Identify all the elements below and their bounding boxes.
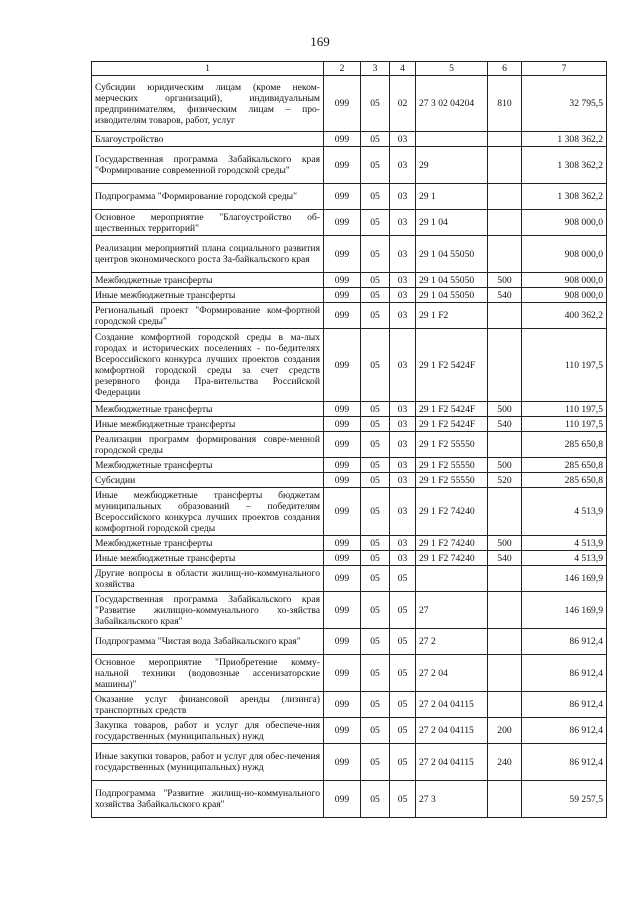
row-grbs: 099 [324,303,361,329]
row-amount: 146 169,9 [522,592,607,629]
row-name: Закупка товаров, работ и услуг для обеспече-ния государственных (муниципальных) нужд [92,718,324,744]
table-row [92,551,607,566]
row-target-code: 27 2 04 04115 [416,692,488,718]
row-expense-type: 540 [488,417,522,432]
table-row [92,458,607,473]
row-grbs: 099 [324,536,361,551]
row-name: Подпрограмма "Развитие жилищ-но-коммунального хозяйства Забайкальского края" [92,781,324,818]
row-section: 05 [361,655,390,692]
row-grbs: 099 [324,551,361,566]
row-expense-type [488,655,522,692]
row-expense-type [488,184,522,210]
table-row [92,718,607,744]
row-target-code: 29 1 F2 55550 [416,458,488,473]
row-expense-type [488,329,522,402]
row-target-code: 29 1 F2 74240 [416,551,488,566]
row-subsection: 03 [390,303,416,329]
row-target-code: 29 1 F2 5424F [416,329,488,402]
row-grbs: 099 [324,432,361,458]
row-grbs: 099 [324,236,361,273]
row-grbs: 099 [324,402,361,417]
row-name: Реализация мероприятий плана социального развития центров экономического роста За-байкальского края [92,236,324,273]
row-amount: 110 197,5 [522,402,607,417]
row-section: 05 [361,132,390,147]
row-name: Иные закупки товаров, работ и услуг для обес-печения государственных (муниципальных) нужд [92,744,324,781]
row-amount: 1 308 362,2 [522,147,607,184]
row-name: Региональный проект "Формирование ком-фортной городской среды" [92,303,324,329]
row-subsection: 03 [390,536,416,551]
row-section: 05 [361,329,390,402]
table-row [92,76,607,132]
row-section: 05 [361,488,390,536]
row-amount: 285 650,8 [522,458,607,473]
row-amount: 86 912,4 [522,744,607,781]
row-target-code [416,566,488,592]
row-subsection: 05 [390,629,416,655]
row-subsection: 03 [390,184,416,210]
row-grbs: 099 [324,210,361,236]
row-name: Реализация программ формирования совре-менной городской среды [92,432,324,458]
row-name: Межбюджетные трансферты [92,402,324,417]
row-section: 05 [361,288,390,303]
row-grbs: 099 [324,692,361,718]
row-name: Субсидии [92,473,324,488]
column-header: 7 [522,62,607,76]
row-grbs: 099 [324,592,361,629]
row-subsection: 05 [390,781,416,818]
row-grbs: 099 [324,184,361,210]
row-grbs: 099 [324,781,361,818]
row-section: 05 [361,210,390,236]
row-expense-type [488,132,522,147]
table-header-row [92,62,607,76]
row-section: 05 [361,566,390,592]
row-name: Благоустройство [92,132,324,147]
row-name: Основное мероприятие "Благоустройство об-щественных территорий" [92,210,324,236]
row-subsection: 03 [390,273,416,288]
table-row [92,592,607,629]
row-expense-type [488,432,522,458]
row-subsection: 05 [390,718,416,744]
table-row [92,184,607,210]
row-expense-type: 240 [488,744,522,781]
table-row [92,536,607,551]
row-section: 05 [361,303,390,329]
row-subsection: 03 [390,329,416,402]
table-row [92,417,607,432]
row-expense-type: 540 [488,288,522,303]
row-amount: 86 912,4 [522,655,607,692]
column-header: 2 [324,62,361,76]
row-target-code: 29 1 F2 [416,303,488,329]
row-name: Государственная программа Забайкальского края "Развитие жилищно-коммунального хо-зяйства Забайкальского края" [92,592,324,629]
row-amount: 908 000,0 [522,210,607,236]
page-number: 169 [310,34,330,49]
row-amount: 4 513,9 [522,536,607,551]
row-subsection: 03 [390,147,416,184]
row-subsection: 03 [390,132,416,147]
row-name: Подпрограмма "Чистая вода Забайкальского края" [92,629,324,655]
row-section: 05 [361,551,390,566]
row-target-code: 27 [416,592,488,629]
row-grbs: 099 [324,288,361,303]
table-row [92,303,607,329]
row-subsection: 02 [390,76,416,132]
row-target-code: 29 1 04 [416,210,488,236]
row-name: Межбюджетные трансферты [92,536,324,551]
row-expense-type [488,629,522,655]
row-expense-type: 520 [488,473,522,488]
row-section: 05 [361,473,390,488]
row-subsection: 03 [390,288,416,303]
row-target-code: 29 1 F2 74240 [416,488,488,536]
row-name: Субсидии юридическим лицам (кроме неком-мерческих организаций), индивидуальным предпринимателям, физическим лицам – про-изводителям товаров, работ, услуг [92,76,324,132]
row-expense-type [488,303,522,329]
row-name: Межбюджетные трансферты [92,458,324,473]
row-amount: 110 197,5 [522,417,607,432]
row-grbs: 099 [324,718,361,744]
table-row [92,402,607,417]
row-amount: 32 795,5 [522,76,607,132]
row-amount: 86 912,4 [522,692,607,718]
row-expense-type [488,592,522,629]
row-amount: 4 513,9 [522,488,607,536]
row-grbs: 099 [324,655,361,692]
row-expense-type [488,566,522,592]
row-subsection: 03 [390,473,416,488]
table-row [92,432,607,458]
table-row [92,473,607,488]
row-section: 05 [361,592,390,629]
row-target-code: 29 1 F2 5424F [416,417,488,432]
table-row [92,147,607,184]
row-grbs: 099 [324,273,361,288]
row-grbs: 099 [324,132,361,147]
row-grbs: 099 [324,76,361,132]
row-amount: 4 513,9 [522,551,607,566]
row-grbs: 099 [324,329,361,402]
row-target-code: 29 1 04 55050 [416,273,488,288]
table-row [92,744,607,781]
row-section: 05 [361,236,390,273]
row-target-code [416,132,488,147]
row-amount: 1 308 362,2 [522,184,607,210]
row-name: Государственная программа Забайкальского края "Формирование современной городской среды" [92,147,324,184]
row-subsection: 03 [390,402,416,417]
row-expense-type [488,781,522,818]
row-section: 05 [361,718,390,744]
row-amount: 908 000,0 [522,273,607,288]
row-subsection: 03 [390,458,416,473]
row-section: 05 [361,458,390,473]
row-subsection: 05 [390,744,416,781]
row-amount: 285 650,8 [522,432,607,458]
row-amount: 400 362,2 [522,303,607,329]
table-body [92,76,607,818]
row-section: 05 [361,629,390,655]
row-target-code: 29 1 F2 74240 [416,536,488,551]
budget-table [91,61,607,818]
row-grbs: 099 [324,473,361,488]
row-expense-type [488,692,522,718]
table-row [92,273,607,288]
row-subsection: 05 [390,592,416,629]
row-expense-type: 500 [488,402,522,417]
row-target-code: 29 1 F2 5424F [416,402,488,417]
table-row [92,566,607,592]
row-name: Иные межбюджетные трансферты бюджетам муниципальных образований – победителям Всероссийского конкурса лучших проектов создания комфортной городской среды [92,488,324,536]
table-row [92,655,607,692]
row-target-code: 29 1 F2 55550 [416,473,488,488]
column-header: 6 [488,62,522,76]
table-row [92,288,607,303]
row-target-code: 29 1 [416,184,488,210]
row-subsection: 03 [390,488,416,536]
table-row [92,236,607,273]
table-row [92,692,607,718]
row-name: Межбюджетные трансферты [92,273,324,288]
row-expense-type: 810 [488,76,522,132]
row-section: 05 [361,432,390,458]
row-amount: 86 912,4 [522,629,607,655]
row-subsection: 03 [390,551,416,566]
row-grbs: 099 [324,629,361,655]
row-section: 05 [361,744,390,781]
row-subsection: 05 [390,655,416,692]
row-expense-type: 500 [488,273,522,288]
row-section: 05 [361,536,390,551]
row-name: Другие вопросы в области жилищ-но-коммунального хозяйства [92,566,324,592]
row-target-code: 27 2 [416,629,488,655]
column-header: 4 [390,62,416,76]
row-name: Иные межбюджетные трансферты [92,551,324,566]
row-target-code: 29 1 04 55050 [416,288,488,303]
table-row [92,132,607,147]
row-amount: 908 000,0 [522,288,607,303]
row-expense-type: 540 [488,551,522,566]
row-grbs: 099 [324,744,361,781]
row-amount: 59 257,5 [522,781,607,818]
column-header: 3 [361,62,390,76]
row-section: 05 [361,147,390,184]
row-grbs: 099 [324,458,361,473]
row-expense-type: 200 [488,718,522,744]
row-target-code: 27 2 04 04115 [416,718,488,744]
table-row [92,210,607,236]
row-name: Оказание услуг финансовой аренды (лизинга) транспортных средств [92,692,324,718]
row-expense-type [488,488,522,536]
row-amount: 86 912,4 [522,718,607,744]
row-name: Иные межбюджетные трансферты [92,417,324,432]
row-target-code: 29 1 F2 55550 [416,432,488,458]
row-name: Создание комфортной городской среды в ма-лых городах и исторических поселениях - по-бедителях Всероссийского конкурса лучших проектов создания комфортной городской среды за счет средств резервного фонда Пра-вительства Российской Федерации [92,329,324,402]
table-row [92,488,607,536]
table-row [92,781,607,818]
row-amount: 908 000,0 [522,236,607,273]
row-subsection: 05 [390,566,416,592]
row-expense-type: 500 [488,536,522,551]
row-target-code: 27 2 04 [416,655,488,692]
row-name: Подпрограмма "Формирование городской среды" [92,184,324,210]
row-section: 05 [361,417,390,432]
row-name: Иные межбюджетные трансферты [92,288,324,303]
row-section: 05 [361,273,390,288]
row-target-code: 29 1 04 55050 [416,236,488,273]
row-expense-type [488,147,522,184]
row-grbs: 099 [324,417,361,432]
row-expense-type: 500 [488,458,522,473]
row-grbs: 099 [324,147,361,184]
row-section: 05 [361,781,390,818]
row-subsection: 05 [390,692,416,718]
row-subsection: 03 [390,432,416,458]
row-amount: 1 308 362,2 [522,132,607,147]
row-target-code: 27 3 [416,781,488,818]
column-header: 1 [92,62,324,76]
row-expense-type [488,210,522,236]
row-amount: 285 650,8 [522,473,607,488]
row-grbs: 099 [324,488,361,536]
row-subsection: 03 [390,417,416,432]
row-subsection: 03 [390,236,416,273]
row-target-code: 29 [416,147,488,184]
row-section: 05 [361,76,390,132]
row-section: 05 [361,402,390,417]
row-amount: 146 169,9 [522,566,607,592]
row-name: Основное мероприятие "Приобретение комму-нальной техники (водовозные ассенизаторские машины)" [92,655,324,692]
table-row [92,329,607,402]
row-grbs: 099 [324,566,361,592]
row-amount: 110 197,5 [522,329,607,402]
row-target-code: 27 3 02 04204 [416,76,488,132]
column-header: 5 [416,62,488,76]
row-subsection: 03 [390,210,416,236]
row-section: 05 [361,692,390,718]
row-section: 05 [361,184,390,210]
table-row [92,629,607,655]
row-expense-type [488,236,522,273]
row-target-code: 27 2 04 04115 [416,744,488,781]
